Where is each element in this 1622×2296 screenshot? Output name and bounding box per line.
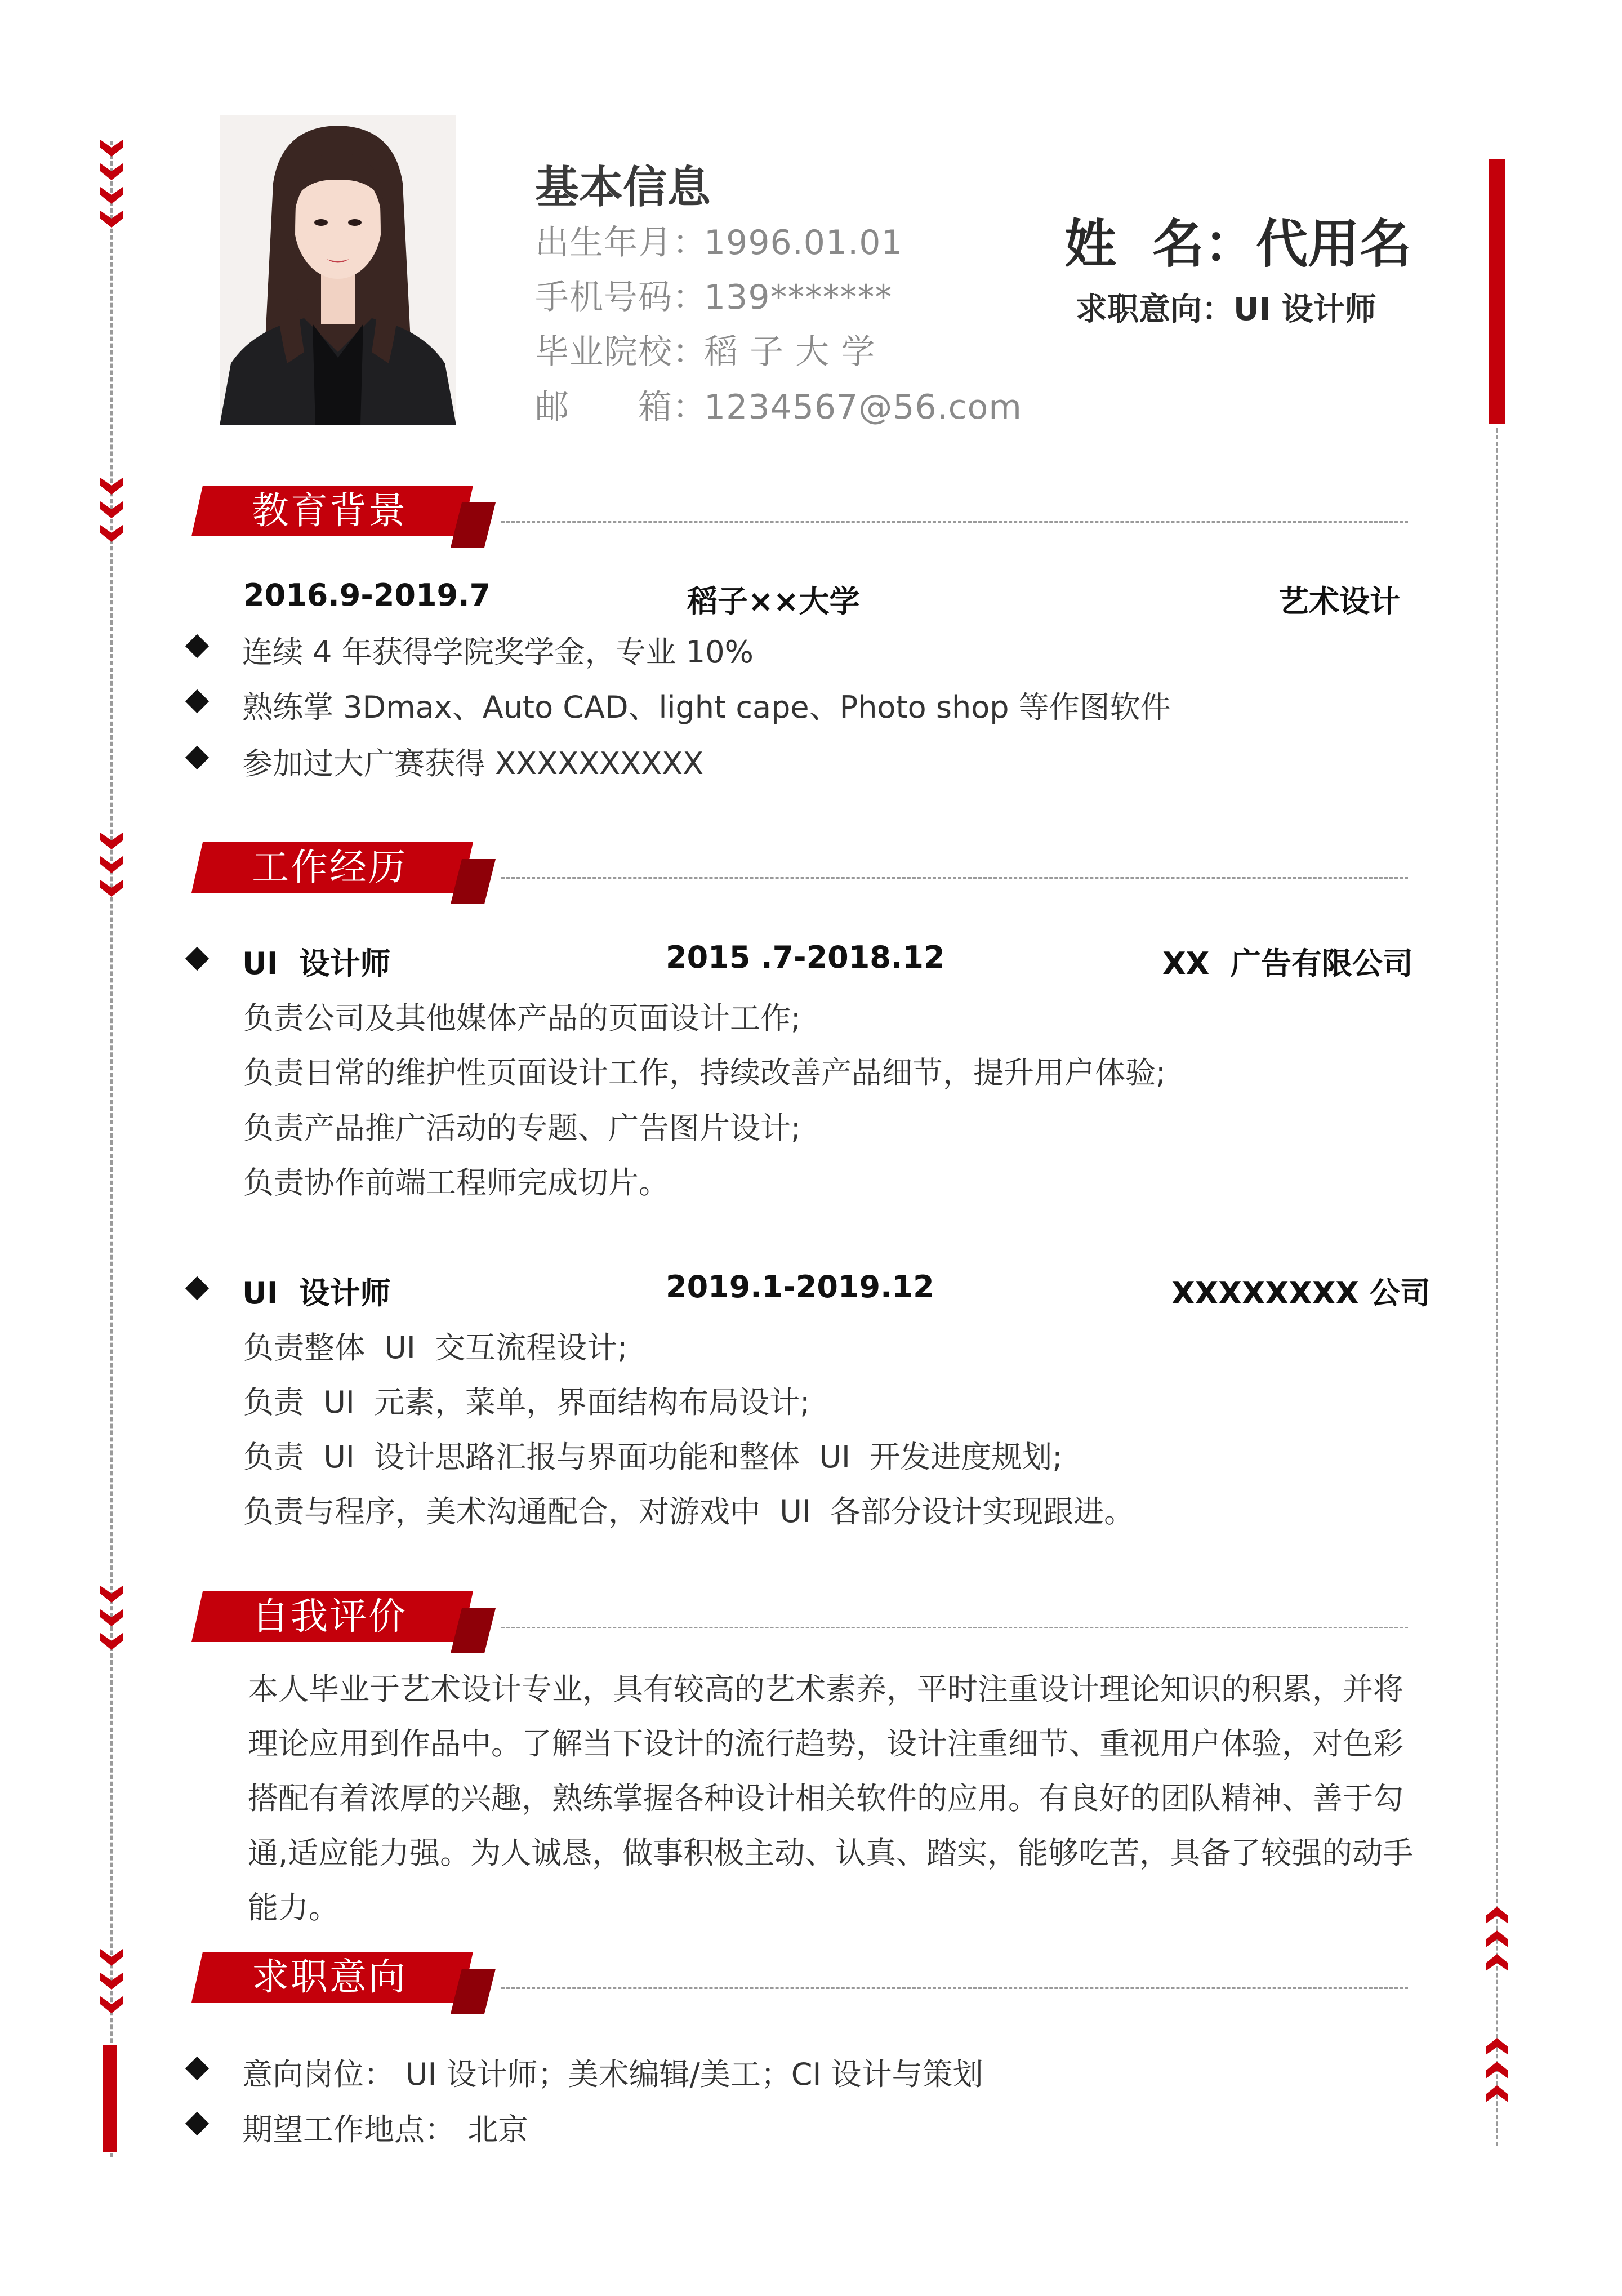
- section-header-job-intent: [191, 1952, 507, 2014]
- right-red-bar: [1489, 159, 1505, 424]
- job-role: UI 设计师: [242, 1275, 391, 1311]
- section-header-work: [191, 842, 507, 904]
- job-company: XXXXXXXX 公司: [1171, 1275, 1431, 1311]
- chevron-up-icon: [1486, 2038, 1508, 2055]
- chevron-down-icon: [100, 833, 123, 849]
- job-duty: 负责整体 UI 交互流程设计;: [243, 1330, 628, 1365]
- name-value: 代用名: [1256, 214, 1412, 274]
- chevron-down-icon: [100, 1586, 123, 1603]
- edu-item: 连续 4 年获得学院奖学金，专业 10%: [242, 634, 754, 670]
- intent-item-value: UI 设计师；美术编辑/美工；CI 设计与策划: [406, 2057, 983, 2092]
- intent-value: UI 设计师: [1233, 291, 1376, 328]
- job-duty: 负责日常的维护性页面设计工作，持续改善产品细节，提升用户体验;: [243, 1055, 1166, 1091]
- diamond-bullet-icon: [185, 746, 209, 769]
- chevron-down-icon: [100, 163, 123, 180]
- edu-major: 艺术设计: [1278, 584, 1400, 619]
- diamond-bullet-icon: [185, 634, 209, 658]
- job-duty: 负责产品推广活动的专题、广告图片设计;: [243, 1110, 801, 1146]
- diamond-bullet-icon: [185, 689, 209, 713]
- section-header-self-eval: [191, 1591, 507, 1653]
- intent-item-value: 北京: [467, 2112, 528, 2147]
- basic-info-title: 基本信息: [535, 162, 711, 213]
- info-value: 稻 子 大 学: [704, 332, 876, 372]
- chevron-down-icon: [100, 1996, 123, 2013]
- chevron-down-icon: [100, 1973, 123, 1990]
- chevron-down-icon: [100, 880, 123, 897]
- job-company: XX 广告有限公司: [1162, 946, 1413, 981]
- candidate-name: [1064, 203, 1411, 277]
- intent-item: [242, 2050, 983, 2094]
- info-value: 1234567@56.com: [704, 388, 1022, 427]
- edu-school: 稻子××大学: [687, 584, 860, 619]
- job-period: 2015 .7-2018.12: [666, 940, 945, 975]
- diamond-bullet-icon: [185, 2112, 209, 2135]
- info-value: 1996.01.01: [704, 223, 903, 262]
- section-divider: [501, 1987, 1408, 1989]
- chevron-up-icon: [1486, 1954, 1508, 1971]
- chevron-down-icon: [100, 1609, 123, 1626]
- section-title: 求职意向: [252, 1955, 407, 1999]
- job-duty: 负责 UI 设计思路汇报与界面功能和整体 UI 开发进度规划;: [243, 1439, 1063, 1475]
- job-role: UI 设计师: [242, 946, 391, 981]
- edu-item: 参加过大广赛获得 XXXXXXXXXX: [242, 746, 704, 781]
- chevron-down-icon: [100, 140, 123, 157]
- left-dashed-line: [110, 141, 113, 2157]
- job-period: 2019.1-2019.12: [666, 1269, 934, 1305]
- chevron-down-icon: [100, 525, 123, 542]
- section-title: 工作经历: [252, 846, 407, 889]
- diamond-bullet-icon: [185, 947, 209, 971]
- diamond-bullet-icon: [185, 2057, 209, 2080]
- section-title: 自我评价: [252, 1595, 407, 1638]
- chevron-up-icon: [1486, 2085, 1508, 2102]
- left-red-bar: [103, 2045, 117, 2152]
- header-job-intent: [1076, 284, 1376, 330]
- chevron-down-icon: [100, 211, 123, 228]
- job-duty: 负责 UI 元素，菜单，界面结构布局设计;: [243, 1385, 810, 1420]
- section-header-education: [191, 486, 507, 548]
- info-label: 手机号码：: [535, 278, 707, 317]
- info-row-phone: [535, 270, 893, 319]
- right-dashed-line: [1496, 428, 1498, 2146]
- diamond-bullet-icon: [185, 1276, 209, 1300]
- job-duty: 负责公司及其他媒体产品的页面设计工作;: [243, 1000, 801, 1036]
- section-title: 教育背景: [252, 489, 407, 532]
- info-row-birth: [535, 216, 903, 264]
- chevron-down-icon: [100, 501, 123, 518]
- info-label: 邮 箱：: [535, 388, 707, 427]
- edu-period: 2016.9-2019.7: [243, 577, 491, 613]
- job-duty: 负责与程序，美术沟通配合，对游戏中 UI 各部分设计实现跟进。: [243, 1494, 1135, 1529]
- info-label: 出生年月：: [535, 223, 707, 262]
- intent-label: 求职意向：: [1076, 291, 1233, 328]
- intent-item: [242, 2106, 528, 2149]
- chevron-down-icon: [100, 478, 123, 495]
- section-divider: [501, 1627, 1408, 1628]
- self-eval-text: 本人毕业于艺术设计专业，具有较高的艺术素养，平时注重设计理论知识的积累，并将理论应用到作品中。了解当下设计的流行趋势，设计注重细节、重视用户体验，对色彩搭配有着浓厚的兴趣，熟练掌握各种设计相关软件的应用。有良好的团队精神、善于勾通,适应能力强。为人诚恳，做事积极主动、认真、踏实，能够吃苦，具备了较强的动手能力。: [248, 1671, 1414, 1925]
- chevron-up-icon: [1486, 1907, 1508, 1924]
- info-value: 139*******: [704, 278, 893, 317]
- section-divider: [501, 877, 1408, 879]
- job-duty: 负责协作前端工程师完成切片。: [243, 1165, 669, 1200]
- chevron-down-icon: [100, 1949, 123, 1966]
- name-label: 姓 名：: [1064, 214, 1256, 274]
- edu-item: 熟练掌 3Dmax、Auto CAD、light cape、Photo shop 等作图软件: [242, 689, 1171, 725]
- info-row-email: [535, 380, 1022, 429]
- profile-photo: [220, 115, 456, 425]
- chevron-down-icon: [100, 1633, 123, 1650]
- intent-item-label: 意向岗位：: [242, 2057, 394, 2092]
- info-label: 毕业院校：: [535, 332, 707, 372]
- chevron-up-icon: [1486, 2062, 1508, 2079]
- chevron-down-icon: [100, 187, 123, 204]
- intent-item-label: 期望工作地点：: [242, 2112, 455, 2147]
- chevron-down-icon: [100, 856, 123, 873]
- section-divider: [501, 521, 1408, 523]
- chevron-up-icon: [1486, 1930, 1508, 1947]
- info-row-school: [535, 325, 875, 373]
